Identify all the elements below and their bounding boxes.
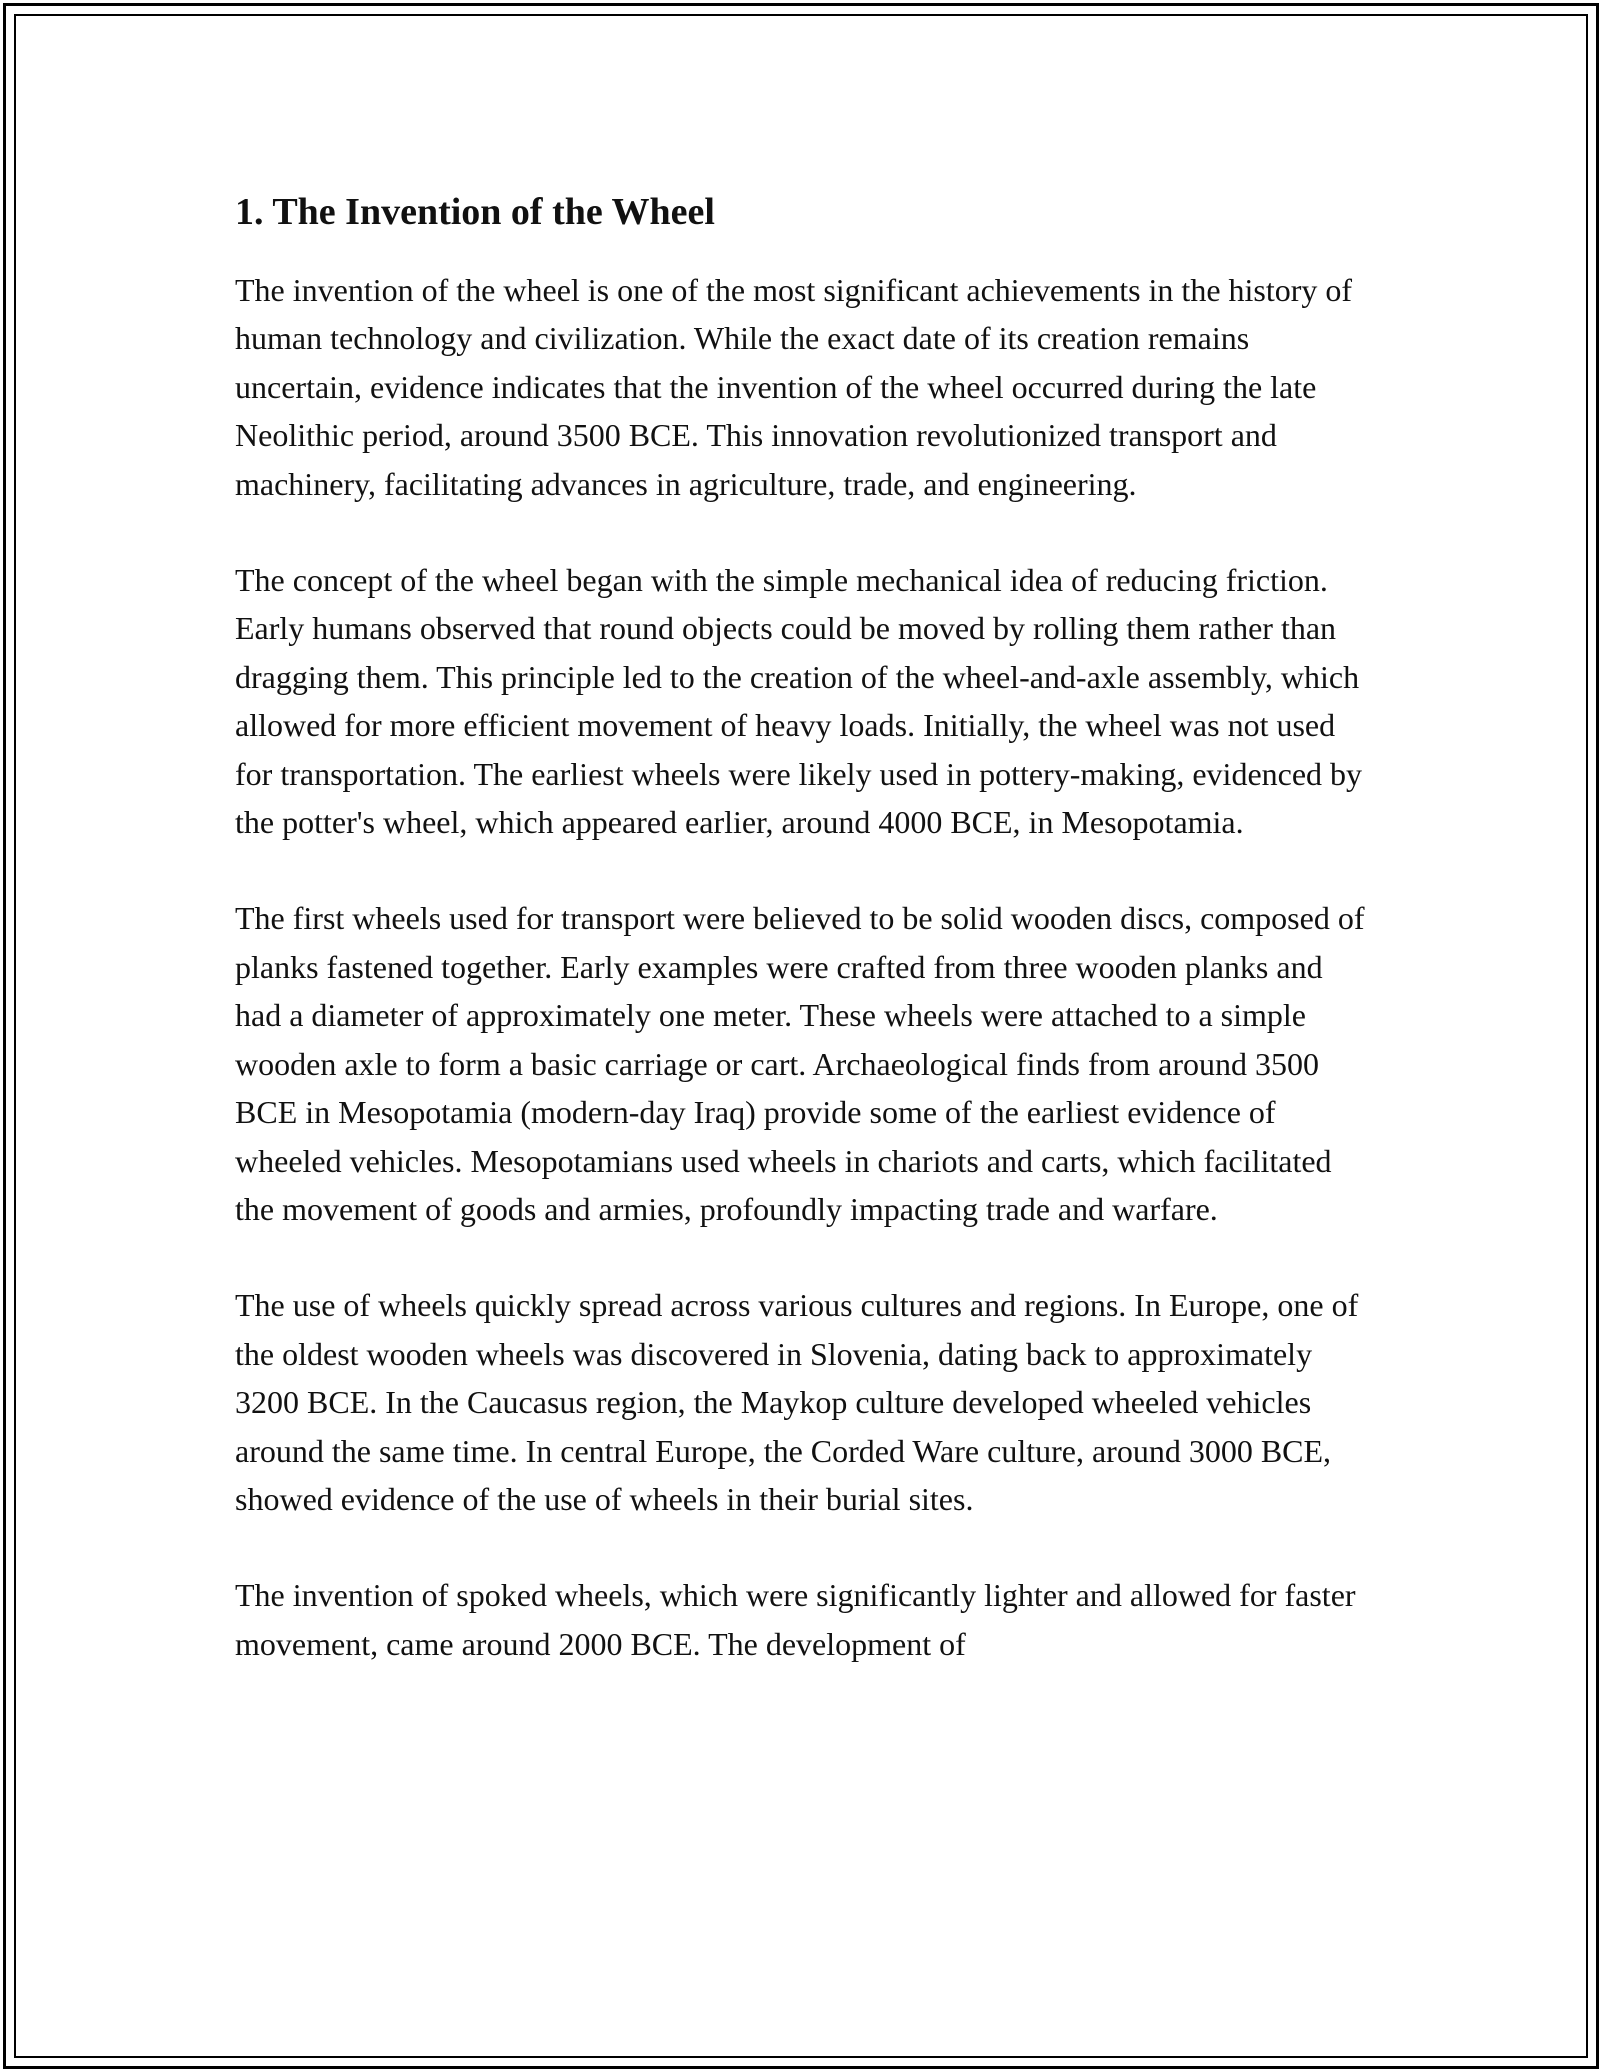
paragraph-1: The invention of the wheel is one of the most significant achievements in the history of human technology and civilization. While the exact date of its creation remains uncertain, evidence indicates that the invention of the wheel occurred during the late Neolithic period, around 3500 BCE. This innovation revolutionized transport and machinery, facilitating advances in agriculture, trade, and engineering. — [235, 272, 1353, 502]
section-title: 1. The Invention of the Wheel — [235, 191, 715, 233]
document-body — [235, 188, 1375, 1716]
paragraph-5: The invention of spoked wheels, which were significantly lighter and allowed for faster movement, came around 2000 BCE. The development of — [235, 1577, 1356, 1662]
paragraph-4: The use of wheels quickly spread across various cultures and regions. In Europe, one of the oldest wooden wheels was discovered in Slovenia, dating back to approximately 3200 BCE. In the Caucasus region, the Maykop culture developed wheeled vehicles around the same time. In central Europe, the Corded Ware culture, around 3000 BCE, showed evidence of the use of wheels in their burial sites. — [235, 1287, 1359, 1517]
paragraph-2: The concept of the wheel began with the simple mechanical idea of reducing friction. Early humans observed that round objects could be moved by rolling them rather than dragging them. This principle led to the creation of the wheel-and-axle assembly, which allowed for more efficient movement of heavy loads. Initially, the wheel was not used for transportation. The earliest wheels were likely used in pottery-making, evidenced by the potter's wheel, which appeared earlier, around 4000 BCE, in Mesopotamia. — [235, 562, 1363, 841]
paragraph-3: The first wheels used for transport were believed to be solid wooden discs, composed of planks fastened together. Early examples were crafted from three wooden planks and had a diameter of approximately one meter. These wheels were attached to a simple wooden axle to form a basic carriage or cart. Archaeological finds from around 3500 BCE in Mesopotamia (modern-day Iraq) provide some of the earliest evidence of wheeled vehicles. Mesopotamians used wheels in chariots and carts, which facilitated the movement of goods and armies, profoundly impacting trade and warfare. — [235, 900, 1365, 1227]
